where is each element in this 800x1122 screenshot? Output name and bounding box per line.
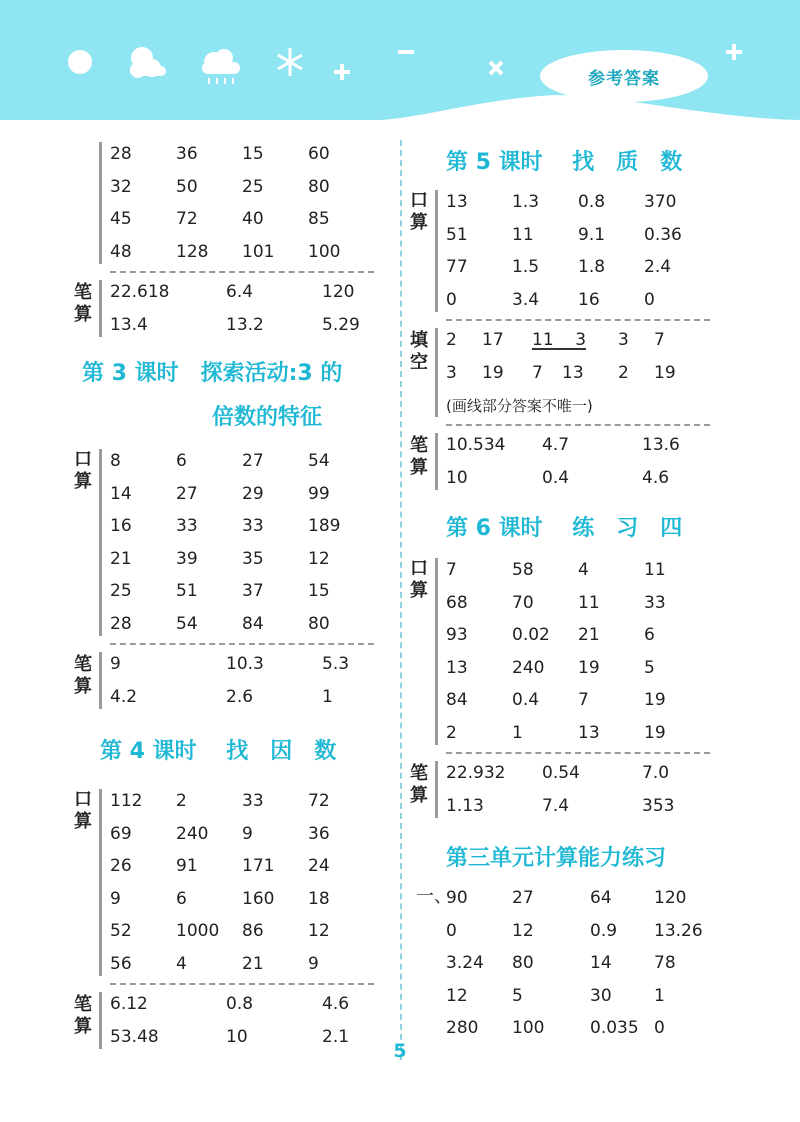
bisuan-label: 笔算 <box>410 763 428 806</box>
answer-cell: 0 <box>654 1018 665 1039</box>
answer-cell: 19 <box>644 690 666 711</box>
answer-cell: 0.8 <box>226 994 254 1015</box>
answer-cell: 50 <box>176 176 198 197</box>
answer-cell: 1 <box>512 722 523 743</box>
number-row <box>110 138 382 171</box>
answer-cell: 19 <box>644 722 666 743</box>
answer-cell: 12 <box>308 548 330 569</box>
number-row <box>446 652 718 685</box>
answer-cell: 16 <box>578 289 600 310</box>
number-row <box>110 543 382 576</box>
lesson5-tiankong-block <box>410 324 718 421</box>
answer-cell: 120 <box>322 282 355 303</box>
answer-cell: 21 <box>578 625 600 646</box>
answer-cell: 77 <box>446 257 468 278</box>
answer-cell: 21 <box>110 548 132 569</box>
answer-cell: 100 <box>308 241 341 262</box>
answer-cell: 72 <box>308 791 330 812</box>
answer-cell: 189 <box>308 516 341 537</box>
answer-cell: 39 <box>176 548 198 569</box>
answer-cell: 19 <box>578 657 600 678</box>
number-row <box>110 276 382 309</box>
prev-bisuan-block <box>74 276 382 341</box>
answer-cell: 353 <box>642 795 675 816</box>
answer-cell: 240 <box>512 657 545 678</box>
answer-cell: 10 <box>226 1026 248 1047</box>
answer-cell: 1.5 <box>512 257 540 278</box>
answer-cell: 29 <box>242 483 264 504</box>
lesson5-bisuan-block <box>410 429 718 494</box>
bisuan-label: 笔算 <box>74 994 92 1037</box>
answer-cell: 5 <box>512 985 523 1006</box>
answer-cell: 26 <box>110 856 132 877</box>
answer-cell: 4.7 <box>542 435 570 456</box>
answer-note: (画线部分答案不唯一) <box>446 396 593 415</box>
lesson3-title: 第 3 课时 探索活动:3 的 <box>82 360 343 386</box>
answer-cell: 10 <box>446 467 468 488</box>
lesson5-kousuan-grid <box>446 186 718 316</box>
answer-cell: 14 <box>590 953 612 974</box>
underlined-answer: 11 3 <box>532 330 587 351</box>
number-row <box>446 717 718 750</box>
number-row <box>110 608 382 641</box>
answer-cell: 11 <box>512 224 534 245</box>
answer-cell: 12 <box>446 985 468 1006</box>
answer-cell: 2 <box>446 722 457 743</box>
number-row <box>110 988 382 1021</box>
answer-cell: 0.4 <box>512 690 540 711</box>
answer-cell: 12 <box>512 920 534 941</box>
lesson3-kousuan-block <box>74 445 382 640</box>
answer-cell: 85 <box>308 209 330 230</box>
lesson6-bisuan-grid <box>446 757 718 822</box>
lesson3-kousuan-grid <box>110 445 382 640</box>
answer-cell: 10.3 <box>226 654 264 675</box>
answer-cell: 0.9 <box>590 920 618 941</box>
answer-cell: 7.4 <box>542 795 570 816</box>
answer-cell: 3.4 <box>512 289 540 310</box>
number-row <box>110 648 382 681</box>
answer-cell: 36 <box>308 823 330 844</box>
answer-cell: 4 <box>176 953 187 974</box>
number-row <box>446 587 718 620</box>
prev-bisuan-grid <box>110 276 382 341</box>
answer-cell: 0 <box>644 289 655 310</box>
number-row <box>446 980 718 1013</box>
answer-cell: 45 <box>110 209 132 230</box>
answer-cell: 7 <box>578 690 589 711</box>
answer-cell: 3.24 <box>446 953 484 974</box>
answer-cell: 2 <box>176 791 187 812</box>
lesson6-kousuan-block <box>410 554 718 749</box>
lesson6-kousuan-grid <box>446 554 718 749</box>
answer-cell: 80 <box>512 953 534 974</box>
lesson4-title: 第 4 课时 找 因 数 <box>100 738 337 764</box>
answer-cell: 53.48 <box>110 1026 159 1047</box>
answer-cell: 27 <box>242 451 264 472</box>
dashed-divider <box>446 752 710 754</box>
answer-cell: 5 <box>644 657 655 678</box>
answer-cell: 15 <box>242 144 264 165</box>
answer-cell: 51 <box>176 581 198 602</box>
dashed-divider <box>110 643 374 645</box>
answer-cell: 1000 <box>176 921 220 942</box>
answer-cell: 1 <box>322 686 333 707</box>
answer-cell: 14 <box>110 483 132 504</box>
answer-cell: 13 <box>446 657 468 678</box>
left-column <box>74 138 382 1053</box>
number-row <box>110 883 382 916</box>
answer-cell: 69 <box>110 823 132 844</box>
answer-cell: 0 <box>446 920 457 941</box>
number-row <box>110 445 382 478</box>
answer-cell: 22.932 <box>446 763 506 784</box>
answer-cell: 11 <box>644 560 666 581</box>
answer-cell: 6 <box>176 451 187 472</box>
answer-cell: 8 <box>110 451 121 472</box>
number-row <box>446 882 718 915</box>
unit3-prefix: 一、 <box>416 886 452 907</box>
answer-cell: 2.1 <box>322 1026 350 1047</box>
answer-cell: 6 <box>644 625 655 646</box>
answer-cell: 78 <box>654 953 676 974</box>
answer-cell: 4.2 <box>110 686 138 707</box>
lesson5-title: 第 5 课时 找 质 数 <box>446 149 683 175</box>
answer-cell: 33 <box>176 516 198 537</box>
page-header <box>0 0 800 120</box>
answer-cell: 33 <box>644 592 666 613</box>
answer-cell: 25 <box>242 176 264 197</box>
answer-cell: 9.1 <box>578 224 606 245</box>
tiankong-row: 2 17 11 3 3 7 <box>446 330 665 351</box>
answer-cell: 9 <box>110 654 121 675</box>
answer-cell: 13.6 <box>642 435 680 456</box>
answer-cell: 7 <box>446 560 457 581</box>
number-row <box>110 203 382 236</box>
answer-cell: 370 <box>644 192 677 213</box>
number-row <box>446 554 718 587</box>
answer-cell: 6.4 <box>226 282 254 303</box>
sun-icon <box>68 50 92 74</box>
tiankong-label: 填空 <box>410 330 428 373</box>
answer-cell: 16 <box>110 516 132 537</box>
answer-cell: 80 <box>308 613 330 634</box>
answer-cell: 54 <box>176 613 198 634</box>
answer-cell: 13.26 <box>654 920 703 941</box>
lesson4-kousuan-grid <box>110 785 382 980</box>
unit3-grid <box>446 882 718 1045</box>
answer-cell: 7.0 <box>642 763 670 784</box>
bisuan-label: 笔算 <box>74 654 92 697</box>
number-row <box>110 171 382 204</box>
answer-badge: 参考答案 <box>540 50 708 102</box>
answer-cell: 64 <box>590 888 612 909</box>
answer-cell: 35 <box>242 548 264 569</box>
number-row <box>446 251 718 284</box>
tiankong-row: 3 19 7 13 2 19 <box>446 362 676 383</box>
dashed-divider <box>446 319 710 321</box>
answer-cell: 4.6 <box>642 467 670 488</box>
number-row <box>110 478 382 511</box>
unit3-block <box>418 882 718 1045</box>
number-row <box>110 309 382 342</box>
answer-cell: 84 <box>242 613 264 634</box>
number-row <box>110 236 382 269</box>
answer-cell: 240 <box>176 823 209 844</box>
number-row <box>446 790 718 823</box>
answer-cell: 160 <box>242 888 275 909</box>
answer-cell: 33 <box>242 516 264 537</box>
number-row <box>110 681 382 714</box>
answer-cell: 0.4 <box>542 467 570 488</box>
bisuan-label: 笔算 <box>74 282 92 325</box>
answer-cell: 6.12 <box>110 994 148 1015</box>
answer-cell: 1 <box>654 985 665 1006</box>
dashed-divider <box>110 271 374 273</box>
answer-cell: 27 <box>176 483 198 504</box>
number-row <box>110 818 382 851</box>
answer-cell: 5.3 <box>322 654 350 675</box>
column-divider <box>400 140 402 1060</box>
answer-cell: 37 <box>242 581 264 602</box>
answer-cell: 6 <box>176 888 187 909</box>
answer-cell: 15 <box>308 581 330 602</box>
answer-cell: 10.534 <box>446 435 506 456</box>
answer-cell: 60 <box>308 144 330 165</box>
kousuan-label: 口算 <box>410 190 428 233</box>
number-row <box>446 915 718 948</box>
answer-cell: 1.13 <box>446 795 484 816</box>
number-row <box>446 429 718 462</box>
lesson3-bisuan-block <box>74 648 382 713</box>
answer-cell: 0.02 <box>512 625 550 646</box>
answer-cell: 22.618 <box>110 282 170 303</box>
bisuan-label: 笔算 <box>410 435 428 478</box>
answer-cell: 4 <box>578 560 589 581</box>
number-row <box>110 575 382 608</box>
answer-cell: 48 <box>110 241 132 262</box>
number-row <box>110 915 382 948</box>
number-row <box>446 619 718 652</box>
answer-cell: 70 <box>512 592 534 613</box>
answer-cell: 9 <box>242 823 253 844</box>
kousuan-label: 口算 <box>410 558 428 601</box>
answer-cell: 28 <box>110 613 132 634</box>
number-row <box>110 850 382 883</box>
number-row <box>446 284 718 317</box>
answer-cell: 112 <box>110 791 143 812</box>
answer-cell: 80 <box>308 176 330 197</box>
answer-cell: 128 <box>176 241 209 262</box>
answer-cell: 27 <box>512 888 534 909</box>
answer-cell: 0.8 <box>578 192 606 213</box>
answer-cell: 21 <box>242 953 264 974</box>
answer-cell: 90 <box>446 888 468 909</box>
prev-kousuan-block <box>82 138 382 268</box>
answer-cell: 0.54 <box>542 763 580 784</box>
number-row <box>446 684 718 717</box>
answer-cell: 13.4 <box>110 314 148 335</box>
answer-cell: 58 <box>512 560 534 581</box>
kousuan-label: 口算 <box>74 449 92 492</box>
number-row <box>446 219 718 252</box>
prev-kousuan-grid <box>110 138 382 268</box>
number-row <box>110 785 382 818</box>
answer-cell: 100 <box>512 1018 545 1039</box>
right-column <box>410 138 718 1045</box>
answer-cell: 72 <box>176 209 198 230</box>
answer-cell: 93 <box>446 625 468 646</box>
number-row <box>446 947 718 980</box>
answer-cell: 32 <box>110 176 132 197</box>
kousuan-label: 口算 <box>74 789 92 832</box>
answer-cell: 0 <box>446 289 457 310</box>
number-row <box>110 510 382 543</box>
dashed-divider <box>446 424 710 426</box>
answer-cell: 101 <box>242 241 275 262</box>
answer-cell: 0.36 <box>644 224 682 245</box>
answer-cell: 13 <box>446 192 468 213</box>
answer-cell: 36 <box>176 144 198 165</box>
dashed-divider <box>110 983 374 985</box>
answer-cell: 84 <box>446 690 468 711</box>
answer-cell: 4.6 <box>322 994 350 1015</box>
answer-cell: 52 <box>110 921 132 942</box>
answer-cell: 120 <box>654 888 687 909</box>
answer-cell: 91 <box>176 856 198 877</box>
number-row <box>446 462 718 495</box>
answer-cell: 0.035 <box>590 1018 639 1039</box>
lesson4-kousuan-block <box>74 785 382 980</box>
answer-cell: 40 <box>242 209 264 230</box>
answer-cell: 30 <box>590 985 612 1006</box>
number-row <box>446 757 718 790</box>
answer-cell: 9 <box>308 953 319 974</box>
answer-cell: 9 <box>110 888 121 909</box>
number-row <box>110 948 382 981</box>
answer-cell: 1.3 <box>512 192 540 213</box>
answer-cell: 99 <box>308 483 330 504</box>
lesson6-bisuan-block <box>410 757 718 822</box>
answer-cell: 25 <box>110 581 132 602</box>
answer-cell: 28 <box>110 144 132 165</box>
answer-cell: 171 <box>242 856 275 877</box>
answer-cell: 51 <box>446 224 468 245</box>
answer-cell: 54 <box>308 451 330 472</box>
lesson5-bisuan-grid <box>446 429 718 494</box>
answer-cell: 24 <box>308 856 330 877</box>
page-number: 5 <box>393 1040 407 1062</box>
answer-cell: 2.4 <box>644 257 672 278</box>
answer-cell: 56 <box>110 953 132 974</box>
answer-cell: 18 <box>308 888 330 909</box>
lesson3-title-2: 倍数的特征 <box>212 404 323 430</box>
answer-cell: 13 <box>578 722 600 743</box>
lesson6-title: 第 6 课时 练 习 四 <box>446 515 683 541</box>
answer-cell: 280 <box>446 1018 479 1039</box>
answer-cell: 11 <box>578 592 600 613</box>
answer-cell: 33 <box>242 791 264 812</box>
answer-cell: 2.6 <box>226 686 254 707</box>
lesson3-bisuan-grid <box>110 648 382 713</box>
answer-cell: 86 <box>242 921 264 942</box>
number-row <box>446 186 718 219</box>
answer-cell: 68 <box>446 592 468 613</box>
lesson5-kousuan-block <box>410 186 718 316</box>
answer-cell: 5.29 <box>322 314 360 335</box>
answer-cell: 12 <box>308 921 330 942</box>
answer-cell: 13.2 <box>226 314 264 335</box>
answer-cell: 1.8 <box>578 257 606 278</box>
unit3-title: 第三单元计算能力练习 <box>446 845 667 871</box>
